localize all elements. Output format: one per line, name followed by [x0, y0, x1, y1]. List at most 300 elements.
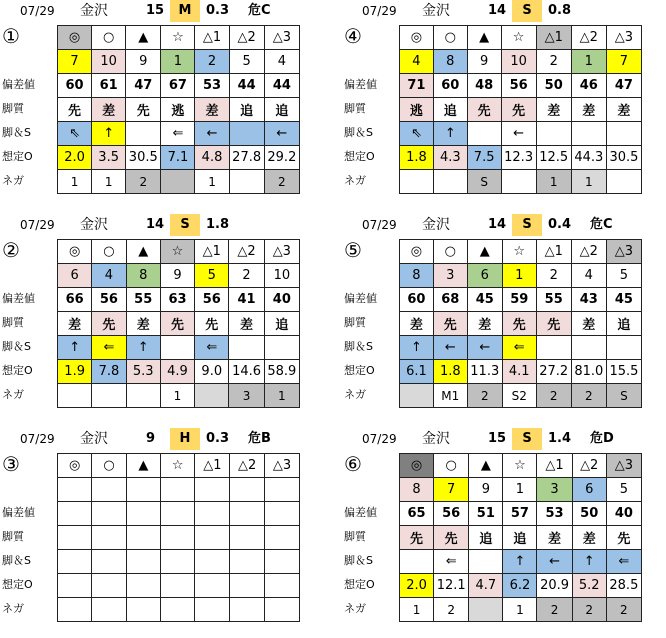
- grid-cell: 1: [161, 50, 195, 74]
- table-row: [400, 336, 642, 360]
- grid-cell: [229, 170, 264, 194]
- prediction-grid: [57, 453, 300, 622]
- mark-header-cell: △3: [265, 454, 300, 478]
- grid-cell: 6: [572, 478, 606, 502]
- ratio-value: 0.8: [548, 3, 572, 18]
- ratio-value: 1.4: [548, 431, 572, 446]
- grid-cell: [58, 574, 92, 598]
- grid-cell: 4.7: [469, 574, 503, 598]
- panel-header: [342, 214, 642, 236]
- grid-cell: 44: [264, 74, 299, 98]
- grid-cell: [58, 598, 92, 622]
- row-labels: [2, 501, 56, 621]
- row-label: ネガ: [344, 602, 366, 615]
- grid-cell: 1: [571, 170, 606, 194]
- grid-cell: [571, 122, 606, 146]
- grid-cell: [230, 574, 265, 598]
- grid-cell: ←: [467, 336, 502, 360]
- grid-cell: 55: [126, 288, 160, 312]
- grid-cell: 7: [434, 478, 469, 502]
- table-row: [58, 288, 300, 312]
- grid-cell: 1: [571, 50, 606, 74]
- grid-cell: [161, 550, 195, 574]
- grid-cell: 1.9: [58, 360, 92, 384]
- grid-cell: 差: [195, 98, 229, 122]
- grid-cell: ⇐: [502, 336, 536, 360]
- grid-cell: [229, 122, 264, 146]
- grid-cell: [229, 336, 264, 360]
- grid-cell: 10: [92, 50, 126, 74]
- risk-label: 危C: [248, 3, 271, 18]
- grid-cell: 差: [537, 526, 572, 550]
- grid-cell: 6.2: [503, 574, 537, 598]
- panel: [342, 0, 642, 210]
- grid-cell: 先: [160, 312, 194, 336]
- grid-cell: 5: [606, 478, 641, 502]
- grid-cell: 5: [229, 50, 264, 74]
- table-row: [58, 336, 300, 360]
- row-label: 偏差値: [344, 78, 377, 91]
- prediction-grid: [399, 453, 642, 622]
- grid-cell: 4.9: [160, 360, 194, 384]
- row-label: 脚＆S: [344, 340, 373, 353]
- row-label: 偏差値: [2, 292, 35, 305]
- grid-cell: [469, 598, 503, 622]
- grid-cell: [195, 526, 230, 550]
- grid-cell: [92, 550, 126, 574]
- grid-cell: M1: [433, 384, 467, 408]
- grid-cell: 20.9: [537, 574, 572, 598]
- table-row: [400, 170, 642, 194]
- grid-cell: 1.8: [400, 146, 434, 170]
- grid-cell: 12.5: [536, 146, 571, 170]
- mark-header-cell: △3: [264, 26, 299, 50]
- grid-cell: 先: [92, 312, 126, 336]
- grid-cell: 30.5: [606, 146, 641, 170]
- panel: [342, 214, 642, 424]
- grid-cell: 58.9: [264, 360, 299, 384]
- row-label: 脚質: [2, 102, 24, 115]
- grid-cell: 追: [229, 98, 264, 122]
- mark-header-cell: △2: [230, 454, 265, 478]
- table-row: [400, 146, 642, 170]
- mark-header-cell: ○: [434, 454, 469, 478]
- table-row: [58, 146, 300, 170]
- row-labels: [344, 287, 398, 407]
- grid-cell: 9.0: [195, 360, 229, 384]
- grid-cell: 12.1: [434, 574, 469, 598]
- table-row: [58, 550, 300, 574]
- grid-cell: 10: [264, 264, 299, 288]
- grid-cell: 45: [606, 288, 641, 312]
- table-row: [400, 502, 642, 526]
- grid-cell: 40: [606, 502, 641, 526]
- grid-cell: 2: [434, 598, 469, 622]
- table-row: [400, 264, 642, 288]
- runner-count: 9: [146, 431, 156, 446]
- row-label: ネガ: [2, 388, 24, 401]
- grid-cell: ←: [195, 122, 229, 146]
- grid-cell: [265, 502, 300, 526]
- panel-header: [0, 0, 300, 22]
- grid-cell: ↑: [126, 336, 160, 360]
- panel: [0, 0, 300, 210]
- grade-badge: S: [512, 428, 542, 450]
- grid-cell: 差: [92, 98, 126, 122]
- grid-cell: ←: [537, 550, 572, 574]
- row-label: 想定O: [344, 150, 375, 163]
- panel: [0, 214, 300, 424]
- mark-header-row: [400, 240, 642, 264]
- grade-badge: S: [512, 0, 542, 22]
- grid-cell: [400, 170, 434, 194]
- mark-header-cell: ◎: [400, 26, 434, 50]
- table-row: [58, 98, 300, 122]
- table-row: [58, 50, 300, 74]
- venue: 金沢: [422, 217, 450, 233]
- grid-cell: [92, 526, 126, 550]
- grid-cell: [501, 170, 536, 194]
- grid-cell: 47: [126, 74, 161, 98]
- grid-cell: 先: [502, 312, 536, 336]
- table-row: [58, 598, 300, 622]
- grid-cell: ⇐: [161, 122, 195, 146]
- grid-cell: 15.5: [606, 360, 641, 384]
- grid-cell: 7: [58, 50, 92, 74]
- mark-header-cell: ◎: [58, 26, 92, 50]
- row-label: 脚質: [344, 530, 366, 543]
- mark-header-cell: △3: [606, 240, 641, 264]
- grid-cell: 差: [58, 312, 92, 336]
- grid-cell: 1: [58, 170, 92, 194]
- mark-header-cell: ○: [433, 26, 467, 50]
- grid-cell: 27.2: [536, 360, 571, 384]
- grid-cell: 8: [126, 264, 160, 288]
- panel-header: [342, 0, 642, 22]
- table-row: [58, 170, 300, 194]
- grid-cell: 65: [400, 502, 434, 526]
- grid-cell: [536, 122, 571, 146]
- grid-cell: 1: [195, 170, 229, 194]
- row-label: 脚質: [344, 316, 366, 329]
- mark-header-cell: ☆: [501, 26, 536, 50]
- row-label: 脚＆S: [2, 340, 31, 353]
- grid-cell: 先: [536, 312, 571, 336]
- prediction-grid: [57, 239, 300, 408]
- panel-header: [342, 428, 642, 450]
- table-row: [400, 312, 642, 336]
- mark-header-row: [400, 26, 642, 50]
- table-row: [58, 502, 300, 526]
- grid-cell: [161, 574, 195, 598]
- grid-cell: 4: [400, 50, 434, 74]
- grid-cell: 2: [264, 170, 299, 194]
- risk-label: 危B: [248, 431, 271, 446]
- mark-header-cell: △1: [536, 240, 571, 264]
- grid-cell: [195, 550, 230, 574]
- grid-cell: [58, 502, 92, 526]
- grid-cell: 67: [161, 74, 195, 98]
- grid-cell: S: [606, 384, 641, 408]
- prediction-grid: [57, 25, 300, 194]
- grid-cell: 4.1: [502, 360, 536, 384]
- mark-header-cell: △1: [195, 454, 230, 478]
- table-row: [58, 74, 300, 98]
- grid-cell: 50: [536, 74, 571, 98]
- mark-header-cell: ○: [433, 240, 467, 264]
- grid-cell: 66: [58, 288, 92, 312]
- grade-badge: H: [170, 428, 200, 450]
- grid-cell: [126, 550, 160, 574]
- grid-cell: [92, 384, 126, 408]
- grid-cell: [126, 574, 160, 598]
- grid-cell: [433, 170, 467, 194]
- grid-cell: ←: [501, 122, 536, 146]
- grid-cell: [400, 550, 434, 574]
- grid-cell: 2: [195, 50, 229, 74]
- grid-cell: 5.2: [572, 574, 606, 598]
- grid-cell: 59: [502, 288, 536, 312]
- mark-header-cell: ▲: [126, 26, 161, 50]
- grid-cell: 9: [160, 264, 194, 288]
- grid-cell: 差: [229, 312, 264, 336]
- mark-header-row: [58, 26, 300, 50]
- race-date: 07/29: [362, 4, 397, 18]
- row-label: ネガ: [2, 602, 24, 615]
- grid-cell: [230, 526, 265, 550]
- mark-header-cell: △2: [229, 240, 264, 264]
- mark-header-cell: ○: [92, 240, 126, 264]
- grid-cell: [606, 170, 641, 194]
- grid-cell: 11.3: [467, 360, 502, 384]
- grid-cell: ↑: [400, 336, 434, 360]
- mark-header-cell: ◎: [58, 240, 92, 264]
- grid-cell: 1: [502, 264, 536, 288]
- grid-cell: 差: [572, 526, 606, 550]
- grid-cell: 2.0: [400, 574, 434, 598]
- grid-cell: 差: [571, 98, 606, 122]
- grid-cell: 63: [160, 288, 194, 312]
- table-row: [400, 74, 642, 98]
- grid-cell: 7.5: [467, 146, 501, 170]
- grid-cell: [92, 598, 126, 622]
- row-labels: [2, 287, 56, 407]
- grid-cell: [230, 478, 265, 502]
- grid-cell: 差: [536, 98, 571, 122]
- grade-badge: M: [170, 0, 200, 22]
- mark-header-cell: ◎: [400, 240, 434, 264]
- grid-cell: 60: [58, 74, 92, 98]
- grid-cell: 1.8: [433, 360, 467, 384]
- grid-cell: 56: [501, 74, 536, 98]
- grid-cell: 4: [264, 50, 299, 74]
- grid-cell: 先: [195, 312, 229, 336]
- grid-cell: 差: [606, 98, 641, 122]
- grid-cell: 先: [467, 98, 501, 122]
- grid-cell: 差: [467, 312, 502, 336]
- grid-cell: [195, 384, 229, 408]
- grid-cell: 6.1: [400, 360, 434, 384]
- row-label: 脚質: [344, 102, 366, 115]
- grid-cell: 50: [572, 502, 606, 526]
- row-label: 偏差値: [2, 78, 35, 91]
- grid-cell: 53: [195, 74, 229, 98]
- grid-cell: ↑: [92, 122, 126, 146]
- table-row: [400, 550, 642, 574]
- race-number: ①: [2, 24, 20, 48]
- grid-cell: 44: [229, 74, 264, 98]
- mark-header-cell: △1: [537, 454, 572, 478]
- ratio-value: 0.3: [206, 3, 230, 18]
- mark-header-cell: △3: [606, 454, 641, 478]
- row-labels: [344, 501, 398, 621]
- grid-cell: ⇖: [58, 122, 92, 146]
- grid-cell: 差: [400, 312, 434, 336]
- risk-label: 危D: [590, 431, 614, 446]
- runner-count: 14: [488, 3, 507, 18]
- grid-cell: ⇖: [400, 122, 434, 146]
- grid-cell: 12.3: [501, 146, 536, 170]
- grid-cell: [161, 502, 195, 526]
- grid-cell: 1: [264, 384, 299, 408]
- grid-cell: 28.5: [606, 574, 641, 598]
- grid-cell: 2.0: [58, 146, 92, 170]
- runner-count: 14: [146, 217, 165, 232]
- row-label: 想定O: [344, 364, 375, 377]
- row-label: ネガ: [344, 388, 366, 401]
- mark-header-row: [58, 240, 300, 264]
- grid-cell: 8: [433, 50, 467, 74]
- grid-cell: [161, 598, 195, 622]
- grid-cell: 2: [229, 264, 264, 288]
- grid-cell: [265, 478, 300, 502]
- row-labels: [2, 73, 56, 193]
- grid-cell: 4: [571, 264, 606, 288]
- grid-cell: [161, 170, 195, 194]
- mark-header-cell: △2: [572, 454, 606, 478]
- race-date: 07/29: [20, 218, 55, 232]
- table-row: [400, 478, 642, 502]
- grid-cell: 1: [400, 598, 434, 622]
- grid-cell: 9: [469, 478, 503, 502]
- grid-cell: 43: [571, 288, 606, 312]
- table-row: [58, 478, 300, 502]
- race-number: ④: [344, 24, 362, 48]
- grid-cell: [92, 502, 126, 526]
- row-label: 脚＆S: [2, 126, 31, 139]
- grid-cell: 3: [433, 264, 467, 288]
- grid-cell: 追: [606, 312, 641, 336]
- grid-cell: 8: [400, 478, 434, 502]
- prediction-grid: [399, 25, 642, 194]
- grid-cell: [126, 384, 160, 408]
- grid-cell: 57: [503, 502, 537, 526]
- panel-header: [0, 214, 300, 236]
- grid-cell: [92, 478, 126, 502]
- row-label: ネガ: [2, 174, 24, 187]
- grid-cell: ↑: [433, 122, 467, 146]
- grid-cell: 2: [536, 264, 571, 288]
- mark-header-cell: ◎: [400, 454, 434, 478]
- grid-cell: 2: [536, 50, 571, 74]
- grid-cell: 差: [571, 312, 606, 336]
- mark-header-cell: ▲: [467, 240, 502, 264]
- grid-cell: 46: [571, 74, 606, 98]
- grid-cell: 47: [606, 74, 641, 98]
- grid-cell: 30.5: [126, 146, 161, 170]
- venue: 金沢: [422, 431, 450, 447]
- grid-cell: 3.5: [92, 146, 126, 170]
- table-row: [400, 384, 642, 408]
- grid-cell: [92, 574, 126, 598]
- grid-cell: 2: [606, 598, 641, 622]
- panel: [342, 428, 642, 638]
- mark-header-cell: ◎: [58, 454, 92, 478]
- mark-header-cell: ☆: [502, 240, 536, 264]
- table-row: [400, 122, 642, 146]
- row-label: 想定O: [344, 578, 375, 591]
- venue: 金沢: [80, 431, 108, 447]
- mark-header-cell: ▲: [126, 454, 160, 478]
- grid-cell: [58, 384, 92, 408]
- grid-cell: 48: [467, 74, 501, 98]
- mark-header-row: [58, 454, 300, 478]
- grid-cell: 53: [537, 502, 572, 526]
- grid-cell: ↑: [572, 550, 606, 574]
- grid-cell: 60: [400, 288, 434, 312]
- grid-cell: 2: [571, 384, 606, 408]
- grid-cell: ⇐: [434, 550, 469, 574]
- table-row: [58, 122, 300, 146]
- row-label: 偏差値: [344, 506, 377, 519]
- grid-cell: 追: [469, 526, 503, 550]
- mark-header-cell: ▲: [469, 454, 503, 478]
- row-label: 脚質: [2, 316, 24, 329]
- row-label: 脚＆S: [2, 554, 31, 567]
- grid-cell: 9: [467, 50, 501, 74]
- grid-cell: 71: [400, 74, 434, 98]
- grid-cell: 56: [92, 288, 126, 312]
- grid-cell: 1: [160, 384, 194, 408]
- risk-label: 危C: [590, 217, 613, 232]
- grid-cell: 5: [195, 264, 229, 288]
- mark-header-cell: ☆: [160, 240, 194, 264]
- grid-cell: [536, 336, 571, 360]
- grid-cell: [161, 478, 195, 502]
- grid-cell: [126, 478, 160, 502]
- grid-cell: [264, 336, 299, 360]
- grid-cell: 差: [126, 312, 160, 336]
- ratio-value: 1.8: [206, 217, 230, 232]
- grid-cell: [160, 336, 194, 360]
- race-date: 07/29: [362, 432, 397, 446]
- row-label: 脚＆S: [344, 554, 373, 567]
- grid-cell: [469, 550, 503, 574]
- grid-cell: [230, 502, 265, 526]
- table-row: [400, 98, 642, 122]
- grid-cell: 1: [503, 598, 537, 622]
- prediction-grid: [399, 239, 642, 408]
- grid-cell: ↑: [503, 550, 537, 574]
- grid-cell: 56: [195, 288, 229, 312]
- grid-cell: 4.3: [433, 146, 467, 170]
- mark-header-cell: ○: [92, 454, 126, 478]
- mark-header-cell: ☆: [161, 454, 195, 478]
- grid-cell: 追: [433, 98, 467, 122]
- grid-cell: 68: [433, 288, 467, 312]
- race-date: 07/29: [362, 218, 397, 232]
- grid-cell: 2: [536, 384, 571, 408]
